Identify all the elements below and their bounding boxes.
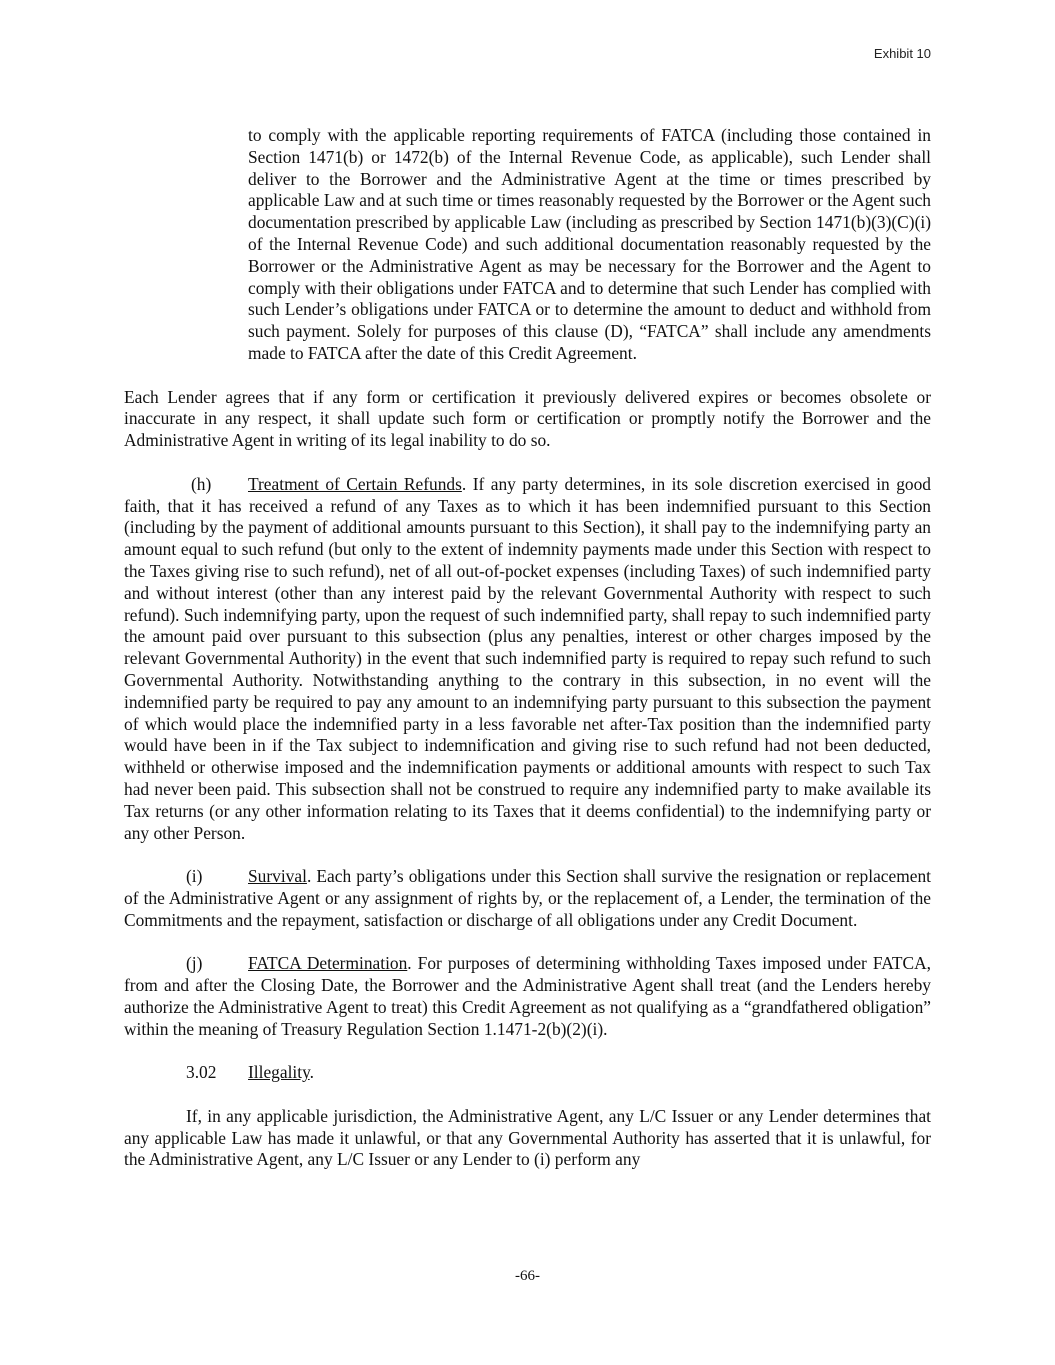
exhibit-label: Exhibit 10 [873, 46, 931, 61]
section-h-text: . If any party determines, in its sole discretion exercised in good faith, that it has received a refund of any Taxes as to which it has been indemnified pursuant to this Section (including by the payment of additional amounts pursuant to this Section), it shall pay to the indemnifying party an amount equal to such refund (but only to the extent of indemnity payments made under this Section with respect to the Taxes giving rise to such refund), net of all out-of-pocket expenses (including Taxes) of such indemnified party and without interest (other than any interest paid by the relevant Governmental Authority with respect to such refund). Such indemnifying party, upon the request of such indemnified party, shall repay to such indemnified party the amount paid over pursuant to this subsection (plus any penalties, interest or other charges imposed by the relevant Governmental Authority) in the event that such indemnified party is required to repay such refund to such Governmental Authority. Notwithstanding anything to the contrary in this subsection, in no event will the indemnified party be required to pay any amount to an indemnifying party pursuant to this subsection the payment of which would place the indemnified party in a less favorable net after-Tax position than the indemnified party would have been in if the Tax subject to indemnification and giving rise to such refund had not been deducted, withheld or otherwise imposed and the indemnification payments or additional amounts with respect to such Tax had never been paid. This subsection shall not be construed to require any indemnified party to make available its Tax returns (or any other information relating to its Taxes that it deems confidential) to the indemnifying party or any other Person. [124, 473, 931, 843]
section-h-paragraph [124, 474, 931, 845]
section-j-title: FATCA Determination [248, 953, 408, 974]
section-h-title: Treatment of Certain Refunds [248, 473, 462, 494]
document-body [124, 125, 931, 1171]
section-302-label: 3.02 [186, 1062, 217, 1083]
section-h-label: (h) [191, 473, 212, 494]
section-i-paragraph [124, 866, 931, 931]
section-j-paragraph [124, 953, 931, 1040]
section-i-title: Survival [248, 866, 307, 887]
section-j-text: . For purposes of determining withholding Taxes imposed under FATCA, from and after the Closing Date, the Borrower and the Administrative Agent shall treat (and the Lenders hereby authorize the Administrative Agent to treat) this Credit Agreement as not qualifying as a “grandfathered obligation” within the meaning of Treasury Regulation Section 1.1471-2(b)(2)(i). [124, 953, 931, 1039]
section-i-label: (i) [186, 866, 203, 887]
section-302-title: Illegality [248, 1062, 310, 1083]
section-302-suffix: . [309, 1062, 315, 1083]
page-number: -66- [515, 1268, 540, 1284]
illegality-paragraph: If, in any applicable jurisdiction, the Administrative Agent, any L/C Issuer or any Lender determines that any applicable Law has made it unlawful, or that any Governmental Authority has asserted that it is unlawful, for the Administrative Agent, any L/C Issuer or any Lender to (i) perform any [124, 1105, 931, 1170]
section-j-label: (j) [186, 953, 203, 974]
clause-d-continuation: to comply with the applicable reporting requirements of FATCA (including those contained in Section 1471(b) or 1472(b) of the Internal Revenue Code, as applicable), such Lender shall deliver to the Borrower and the Administrative Agent at the time or times prescribed by applicable Law and at such time or times reasonably requested by the Borrower or the Agent such documentation prescribed by applicable Law (including as prescribed by Section 1471(b)(3)(C)(i) of the Internal Revenue Code) and such additional documentation reasonably requested by the Borrower or the Administrative Agent as may be necessary for the Borrower and the Agent to comply with their obligations under FATCA and to determine that such Lender has complied with such Lender’s obligations under FATCA or to determine the amount to deduct and withhold from such payment. Solely for purposes of this clause (D), “FATCA” shall include any amendments made to FATCA after the date of this Credit Agreement. [248, 125, 931, 363]
lender-update-paragraph: Each Lender agrees that if any form or certification it previously delivered expires or becomes obsolete or inaccurate in any respect, it shall update such form or certification or promptly notify the Borrower and the Administrative Agent in writing of its legal inability to do so. [124, 386, 931, 451]
section-i-text: . Each party’s obligations under this Section shall survive the resignation or replacement of the Administrative Agent or any assignment of rights by, or the replacement of, a Lender, the termination of the Commitments and the repayment, satisfaction or discharge of all obligations under any Credit Document. [124, 866, 931, 930]
section-302-heading [124, 1062, 931, 1084]
